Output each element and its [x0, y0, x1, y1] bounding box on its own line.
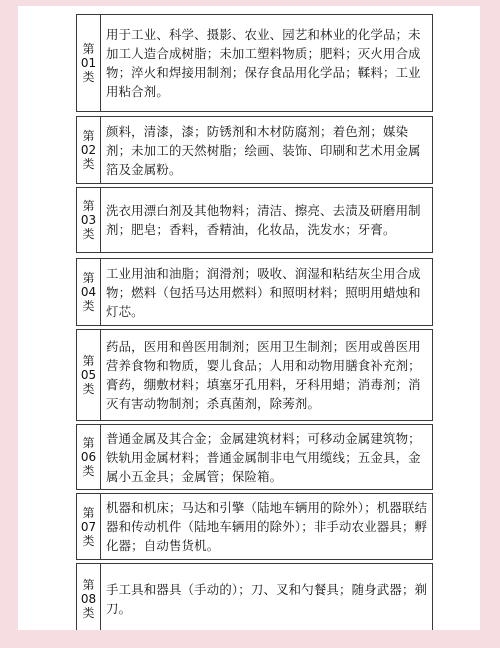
class-number-cell: 第 03 类 — [77, 188, 101, 252]
class-row-02 — [76, 116, 433, 184]
class-number-cell: 第 04 类 — [77, 259, 101, 325]
class-number-cell: 第 01 类 — [77, 15, 101, 111]
class-description: 工业用油和油脂；润滑剂；吸收、润湿和粘结灰尘用合成物；燃料（包括马达用燃料）和照明材料；照明用蜡烛和灯芯。 — [106, 265, 421, 319]
class-number-cell: 第 05 类 — [77, 330, 101, 420]
class-number-cell: 第 08 类 — [77, 564, 101, 630]
class-number-cell: 第 02 类 — [77, 117, 101, 183]
class-row-06 — [76, 424, 433, 490]
class-row-07 — [76, 493, 433, 560]
class-description: 手工具和器具（手动的）；刀、叉和勺餐具；随身武器；剃刀。 — [106, 582, 428, 616]
class-row-01 — [76, 14, 433, 112]
class-description: 洗衣用漂白剂及其他物料；清洁、擦亮、去渍及研磨用制剂；肥皂；香料，香精油，化妆品，洗发水；牙膏。 — [106, 203, 421, 237]
class-description: 颜料，清漆，漆；防锈剂和木材防腐剂；着色剂；媒染剂；未加工的天然树脂；绘画、装饰、印刷和艺术用金属箔及金属粉。 — [106, 123, 421, 177]
class-row-03 — [76, 187, 433, 253]
document-page — [18, 6, 480, 630]
class-description: 用于工业、科学、摄影、农业、园艺和林业的化学品；未加工人造合成树脂；未加工塑料物质；肥料；灭火用合成物；淬火和焊接用制剂；保存食品用化学品；鞣料；工业用粘合剂。 — [106, 27, 421, 99]
class-description: 普通金属及其合金；金属建筑材料；可移动金属建筑物；铁轨用金属材料；普通金属制非电气用缆线；五金具，金属小五金具；金属管；保险箱。 — [106, 430, 421, 484]
class-row-05 — [76, 329, 433, 421]
class-row-08 — [76, 563, 433, 630]
class-description: 机器和机床；马达和引擎（陆地车辆用的除外）；机器联结器和传动机件（陆地车辆用的除外）；非手动农业器具；孵化器；自动售货机。 — [106, 500, 428, 553]
class-number-cell: 第 06 类 — [77, 425, 101, 489]
class-row-04 — [76, 258, 433, 326]
class-number-cell: 第 07 类 — [77, 494, 101, 559]
class-description: 药品，医用和兽医用制剂；医用卫生制剂；医用或兽医用营养食物和物质，婴儿食品；人用和动物用膳食补充剂；膏药，绷敷材料；填塞牙孔用料，牙科用蜡；消毒剂；消灭有害动物制剂；杀真菌剂，除莠剂。 — [106, 339, 421, 411]
